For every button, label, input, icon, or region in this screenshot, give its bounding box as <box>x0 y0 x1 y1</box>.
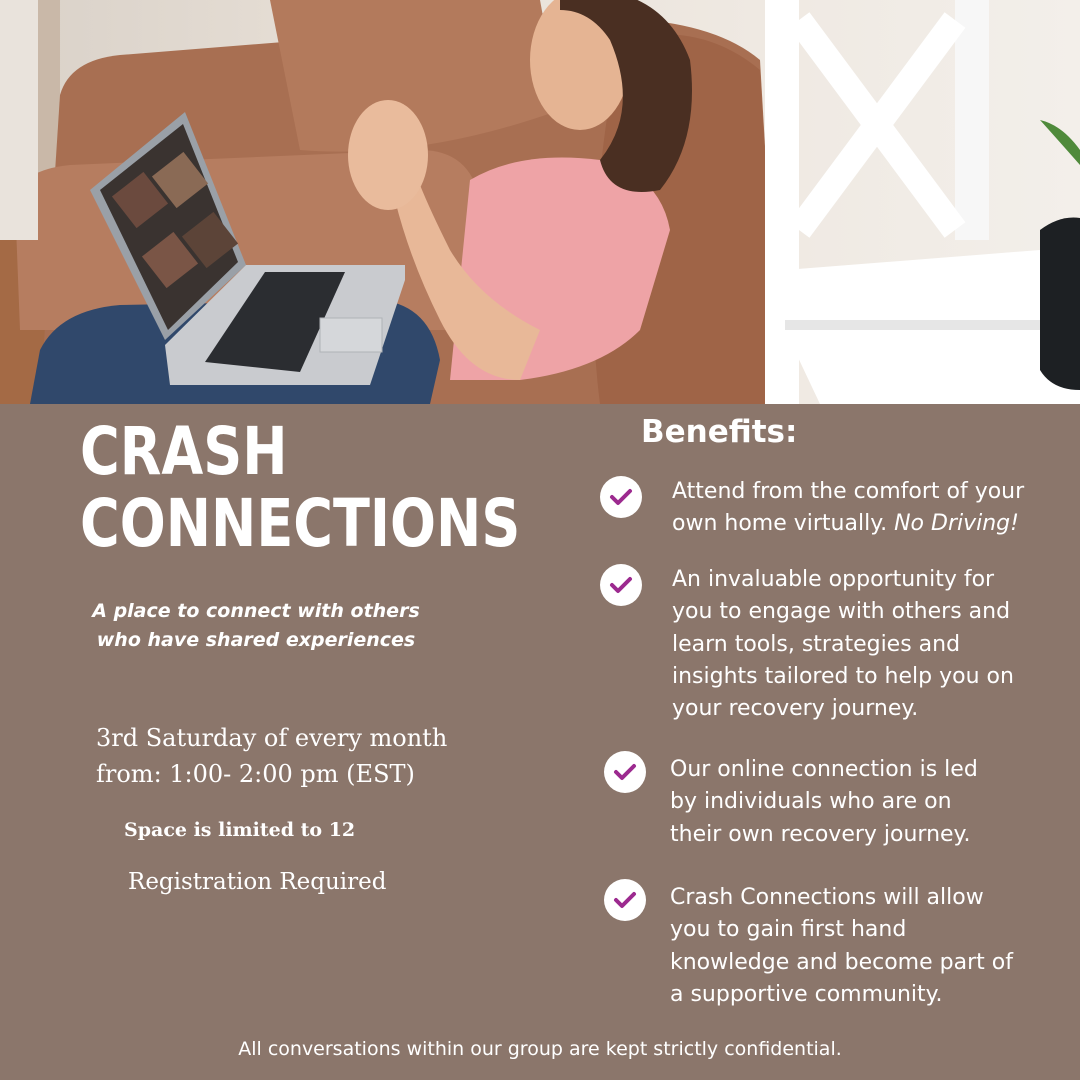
benefit-line: by individuals who are on <box>670 789 952 815</box>
check-circle-icon <box>604 751 646 793</box>
benefit-line: An invaluable opportunity for <box>672 567 995 592</box>
schedule-line1: 3rd Saturday of every month <box>96 724 448 752</box>
benefit-line-text: own home virtually. <box>672 511 888 537</box>
benefit-line: a supportive community. <box>670 981 943 1007</box>
space-limit: Space is limited to 12 <box>124 819 356 841</box>
benefits-heading: Benefits: <box>641 414 798 450</box>
event-title <box>80 413 521 562</box>
benefit-line: insights tailored to help you on <box>672 663 1014 689</box>
benefit-line: Our online connection is led <box>670 757 978 782</box>
tagline-line2: who have shared experiences <box>96 629 416 651</box>
event-title-line1: CRASH <box>80 413 288 490</box>
benefit-line: knowledge and become part of <box>670 949 1013 975</box>
check-circle-icon <box>600 564 642 606</box>
event-title-line2: CONNECTIONS <box>80 485 521 562</box>
tagline <box>86 597 426 655</box>
benefit-line: Crash Connections will allow <box>670 885 984 910</box>
registration-note: Registration Required <box>128 869 387 895</box>
benefit-line: you to engage with others and <box>672 599 1011 625</box>
benefit-line <box>672 508 1072 540</box>
check-circle-icon <box>600 476 642 518</box>
benefit-line: you to gain first hand <box>670 917 907 943</box>
benefit-line: Attend from the comfort of your <box>672 479 1025 504</box>
benefit-line: their own recovery journey. <box>670 821 971 847</box>
benefit-text <box>670 754 1070 851</box>
benefit-line: your recovery journey. <box>672 696 919 722</box>
confidentiality-note: All conversations within our group are kept strictly confidential. <box>238 1038 842 1060</box>
benefit-text <box>672 564 1072 725</box>
benefit-text <box>670 882 1070 1011</box>
benefit-line: learn tools, strategies and <box>672 631 961 657</box>
schedule-line2: from: 1:00- 2:00 pm (EST) <box>96 760 415 788</box>
schedule <box>96 720 496 792</box>
tagline-line1: A place to connect with others <box>92 600 420 622</box>
hero-photo <box>0 0 1080 404</box>
benefit-emphasis: No Driving! <box>894 511 1019 537</box>
check-circle-icon <box>604 879 646 921</box>
benefit-text <box>672 476 1072 541</box>
hero-illustration <box>0 0 1080 404</box>
